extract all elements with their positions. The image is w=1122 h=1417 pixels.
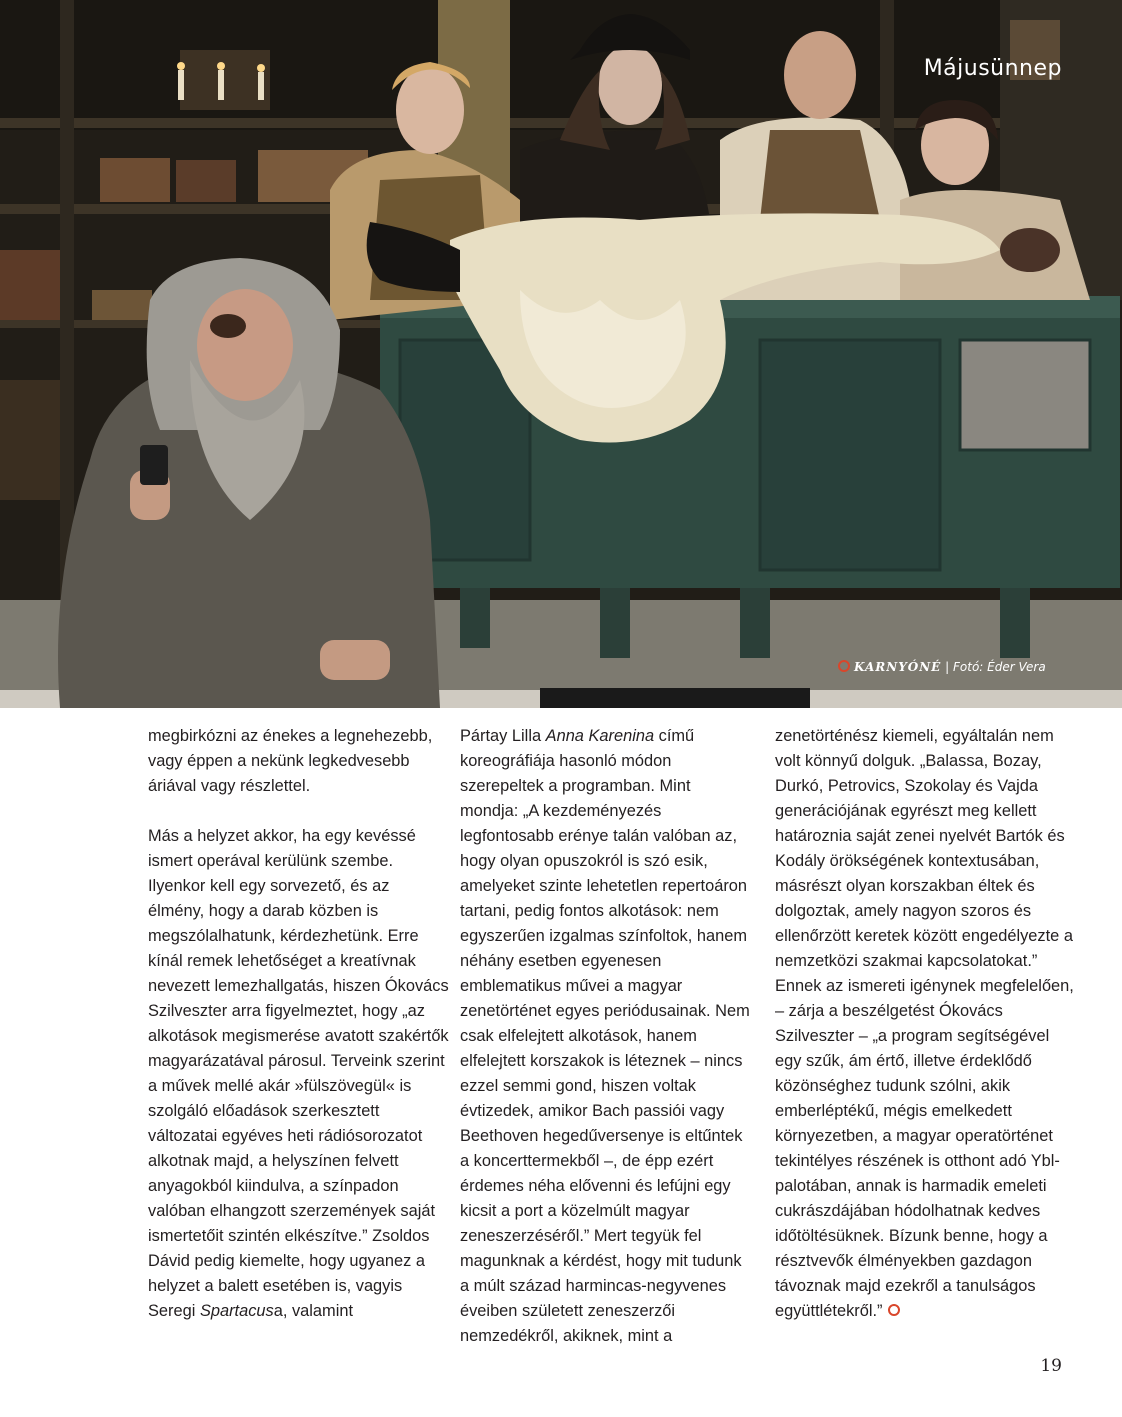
photo-caption [838, 660, 1046, 674]
text-column-2 [460, 724, 750, 1349]
work-title: Spartacus [199, 1302, 274, 1320]
end-of-article-icon [888, 1304, 900, 1316]
paragraph-text: című koreográfiája hasonló módon szerepeltek a programban. Mint mondja: „A kezdeményezés legfontosabb erénye talán valóban az, hogy olyan opuszokról is szó esik, amelyeket szinte lehetetlen repertoáron tartani, pedig fontos alkotások: nem egyszerűen izgalmas színfoltok, hanem néhány esetben egyenesen emblematikus művei a magyar zenetörténet egyes periódusainak. Nem csak elfelejtett alkotások, hanem elfelejtett korszakok is léteznek – nincs ezzel semmi gond, hiszen voltak évtizedek, amikor Bach passiói vagy Beethoven hegedűversenye is eltűntek a koncerttermekből –, de épp ezért érdemes néha elővenni és lefújni egy kicsit a port a közelmúlt magyar zeneszerzéséről.” Mert tegyük fel magunknak a kérdést, hogy mit tudunk a múlt század harmincas-negyvenes éveiben született zeneszerzői nemzedékről, akiknek, mint a [460, 727, 750, 1345]
caption-name: KARNYÓNÉ [854, 660, 942, 674]
paragraph [148, 824, 450, 1324]
paragraph: megbirkózni az énekes a legnehezebb, vagy éppen a nekünk legkedvesebb áriával vagy részlettel. [148, 727, 433, 795]
section-title: Májusünnep [923, 56, 1062, 81]
stage-photo-illustration [0, 0, 1122, 708]
paragraph [775, 724, 1075, 1324]
paragraph-text: a, valamint [273, 1302, 354, 1320]
work-title: Anna Karenina [545, 727, 655, 745]
paragraph-text: zenetörténész kiemeli, egyáltalán nem volt könnyű dolguk. „Balassa, Bozay, Durkó, Petrovics, Szokolay és Vajda generációjának egyrészt meg kellett határoznia saját zenei nyelvét Bartók és Kodály örökségének kontextusában, másrészt olyan korszakban éltek és dolgoztak, amely nagyon szoros és ellenőrzött keretek között engedélyezte a nemzetközi szakmai kapcsolatokat.” Ennek az ismereti igénynek megfelelően, – zárja a beszélgetést Ókovács Szilveszter – „a program segítségével egy szűk, ám értő, illetve érdeklődő közönséghez tudunk szólni, akik emberléptékű, mégis emelkedett környezetben, a magyar operatörténet tekintélyes részének is otthont adó Ybl-palotában, annak is harmadik emeleti cukrászdájában hódolhatnak kedves időtöltésüknek. Bízunk benne, hogy a résztvevők élményekben gazdagon távoznak majd ezekről a tanulságos együttlétekről.” [775, 727, 1074, 1320]
caption-credit: Fotó: Éder Vera [953, 660, 1046, 674]
text-column-1 [148, 724, 450, 1324]
caption-ring-icon [838, 660, 850, 672]
stage-photo [0, 0, 1122, 708]
paragraph-text: Pártay Lilla [460, 727, 546, 745]
paragraph-text: Más a helyzet akkor, ha egy kevéssé ismert operával kerülünk szembe. Ilyenkor kell egy sorvezető, és az élmény, hogy a darab közben is megszólalhatunk, kérdezhetünk. Erre kínál remek lehetőséget a kreatívnak nevezett lemezhallgatás, hiszen Ókovács Szilveszter arra figyelmeztet, hogy „az alkotások megismerése avatott szakértők magyarázatával párosul. Terveink szerint a művek mellé akár »fülszövegül« is szolgáló előadások szerkesztett változatai egyéves heti rádiósorozatot alkotnak majd, a helyszínen felvett anyagokból kiindulva, a színpadon valóban elhangzott szerzemények saját ismertetőit szintén elkészítve.” Zsoldos Dávid pedig kiemelte, hogy ugyanez a helyzet a balett esetében is, vagyis Seregi [148, 827, 449, 1320]
page-number: 19 [1040, 1356, 1062, 1376]
text-column-3 [775, 724, 1075, 1324]
paragraph [460, 724, 750, 1349]
caption-separator: | [941, 660, 954, 674]
